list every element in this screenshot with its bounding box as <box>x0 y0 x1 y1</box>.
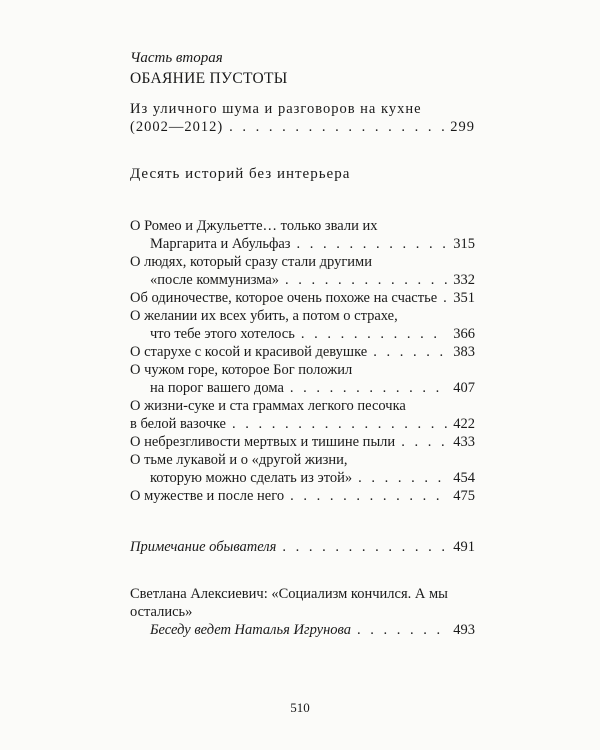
entry-leader-line <box>130 487 475 505</box>
dot-leader <box>443 289 447 307</box>
part-label: Часть вторая <box>130 50 223 66</box>
entry-page-number: 454 <box>453 470 475 486</box>
toc-entry-10 <box>130 487 475 505</box>
dot-leader <box>297 235 448 253</box>
entry-line: Из уличного шума и разговоров на кухне <box>130 101 422 117</box>
entry-leader-line <box>130 271 475 289</box>
toc-entry-6 <box>130 361 475 397</box>
entry-page-number: 351 <box>453 290 475 306</box>
entry-text: «после коммунизма» <box>150 272 280 288</box>
entry-text: которую можно сделать из этой» <box>150 470 353 486</box>
toc-entry-2 <box>130 253 475 289</box>
dot-leader <box>229 118 444 136</box>
entry-line: О желании их всех убить, а потом о страхе, <box>130 308 398 324</box>
entry-leader-line <box>130 433 475 451</box>
toc-entry-7 <box>130 397 475 433</box>
entry-leader-line <box>130 235 475 253</box>
toc-entry-9 <box>130 451 475 487</box>
entry-text: на порог вашего дома <box>150 380 284 396</box>
entry-line: О тьме лукавой и о «другой жизни, <box>130 452 348 468</box>
dot-leader <box>290 379 447 397</box>
entry-line: Светлана Алексиевич: «Социализм кончился. А мы <box>130 586 448 602</box>
dot-leader <box>358 469 447 487</box>
entry-line: О людях, который сразу стали другими <box>130 254 372 270</box>
entry-leader-line <box>130 415 475 433</box>
toc-entry-interview <box>130 585 475 639</box>
dot-leader <box>285 271 447 289</box>
entry-leader-line <box>130 538 475 556</box>
toc-entry-8 <box>130 433 475 451</box>
entry-leader-line <box>130 621 475 639</box>
entry-text: О небрезгливости мертвых и тишине пыли <box>130 434 396 450</box>
dot-leader <box>301 325 447 343</box>
entry-page-number: 422 <box>453 416 475 432</box>
dot-leader <box>401 433 447 451</box>
entry-text: что тебе этого хотелось <box>150 326 295 342</box>
entry-line: остались» <box>130 604 193 620</box>
toc-entry-intro <box>130 100 475 136</box>
section-heading: Десять историй без интерьера <box>130 166 351 182</box>
entry-page-number: 315 <box>453 236 475 252</box>
part-title: ОБАЯНИЕ ПУСТОТЫ <box>130 70 288 87</box>
entry-text: Маргарита и Абульфаз <box>150 236 291 252</box>
entry-page-number: 491 <box>453 539 475 555</box>
entry-page-number: 332 <box>453 272 475 288</box>
entry-leader-line <box>130 118 475 136</box>
entry-leader-line <box>130 289 475 307</box>
toc-entry-4 <box>130 307 475 343</box>
dot-leader <box>232 415 447 433</box>
dot-leader <box>282 538 447 556</box>
entry-line: О Ромео и Джульетте… только звали их <box>130 218 378 234</box>
entry-page-number: 475 <box>453 488 475 504</box>
entry-line: О жизни-суке и ста граммах легкого песочка <box>130 398 406 414</box>
page-number: 510 <box>290 700 310 715</box>
entry-page-number: 366 <box>453 326 475 342</box>
entry-page-number: 407 <box>453 380 475 396</box>
entry-text: Беседу ведет Наталья Игрунова <box>150 622 351 638</box>
dot-leader <box>290 487 447 505</box>
entry-text: (2002—2012) <box>130 119 224 135</box>
entry-text: Примечание обывателя <box>130 539 277 555</box>
entry-page-number: 299 <box>450 119 475 135</box>
dot-leader <box>373 343 447 361</box>
entry-text: Об одиночестве, которое очень похоже на счастье <box>130 290 438 306</box>
entry-page-number: 433 <box>453 434 475 450</box>
toc-entry-5 <box>130 343 475 361</box>
entry-leader-line <box>130 343 475 361</box>
entry-leader-line <box>130 469 475 487</box>
toc-entry-note <box>130 538 475 556</box>
toc-entry-1 <box>130 217 475 253</box>
entry-text: О мужестве и после него <box>130 488 285 504</box>
entry-line: О чужом горе, которое Бог положил <box>130 362 353 378</box>
entry-leader-line <box>130 379 475 397</box>
entry-page-number: 383 <box>453 344 475 360</box>
entry-text: в белой вазочке <box>130 416 226 432</box>
entry-text: О старухе с косой и красивой девушке <box>130 344 368 360</box>
entry-leader-line <box>130 325 475 343</box>
entry-page-number: 493 <box>453 622 475 638</box>
dot-leader <box>357 621 447 639</box>
toc-entry-3 <box>130 289 475 307</box>
